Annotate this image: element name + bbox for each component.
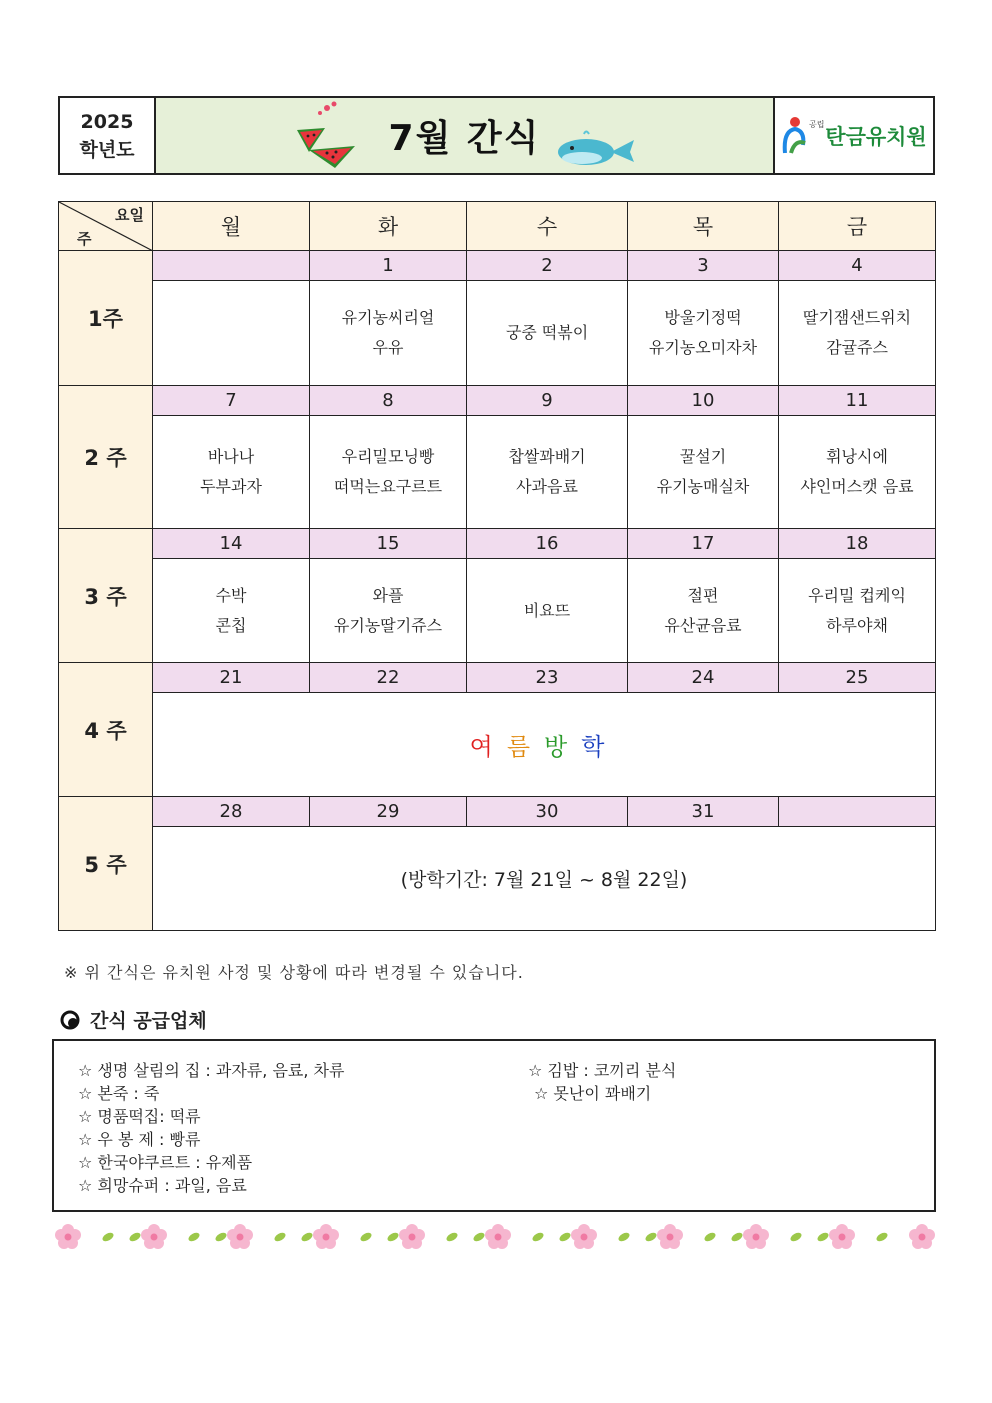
date-cell: 17 <box>628 529 779 559</box>
week-label: 5 주 <box>59 797 153 931</box>
menu-cell: 절편 유산균음료 <box>628 559 779 663</box>
menu-cell: 딸기잼샌드위치 감귤쥬스 <box>779 281 936 386</box>
date-cell: 11 <box>779 386 936 416</box>
date-cell: 4 <box>779 251 936 281</box>
supplier-item: ☆ 명품떡집: 떡류 <box>78 1107 201 1126</box>
day-header-wed: 수 <box>467 202 628 251</box>
menu-cell: 휘낭시에 샤인머스캣 음료 <box>779 416 936 529</box>
vacation-char: 학 <box>581 733 619 761</box>
day-header-thu: 목 <box>628 202 779 251</box>
page-title: 7월 간식 <box>388 118 541 159</box>
week4-menu-row <box>59 693 936 797</box>
day-header-tue: 화 <box>310 202 467 251</box>
date-cell: 8 <box>310 386 467 416</box>
date-cell: 30 <box>467 797 628 827</box>
week2-date-row <box>59 386 936 416</box>
date-cell: 22 <box>310 663 467 693</box>
watermelon-icon <box>291 100 361 172</box>
svg-text:공립: 공립 <box>809 119 825 129</box>
vacation-char: 여 <box>469 733 507 761</box>
supplier-item: ☆ 한국야쿠르트 : 유제품 <box>78 1153 253 1172</box>
supplier-item: ☆ 본죽 : 죽 <box>78 1084 160 1103</box>
supplier-item: ☆ 희망슈퍼 : 과일, 음료 <box>78 1176 247 1195</box>
vacation-char: 름 <box>506 733 544 761</box>
date-cell: 10 <box>628 386 779 416</box>
week-label: 3 주 <box>59 529 153 663</box>
week3-menu-row <box>59 559 936 663</box>
menu-cell: 와플 유기농딸기쥬스 <box>310 559 467 663</box>
menu-cell: 방울기정떡 유기농오미자차 <box>628 281 779 386</box>
week5-date-row <box>59 797 936 827</box>
date-cell: 18 <box>779 529 936 559</box>
suppliers-title: 간식 공급업체 <box>90 1010 207 1032</box>
menu-cell: 비요뜨 <box>467 559 628 663</box>
date-cell: 3 <box>628 251 779 281</box>
kindergarten-emblem-icon <box>781 113 825 159</box>
week5-menu-row <box>59 827 936 931</box>
date-cell: 31 <box>628 797 779 827</box>
supplier-item: ☆ 못난이 꽈배기 <box>534 1084 652 1103</box>
date-cell: 15 <box>310 529 467 559</box>
week-label: 1주 <box>59 251 153 386</box>
menu-cell: 유기농씨리얼 우유 <box>310 281 467 386</box>
school-year <box>60 98 156 173</box>
menu-cell: 궁중 떡볶이 <box>467 281 628 386</box>
vacation-char: 방 <box>544 733 582 761</box>
day-header-mon: 월 <box>153 202 310 251</box>
date-cell: 25 <box>779 663 936 693</box>
week-label: 4 주 <box>59 663 153 797</box>
menu-cell <box>153 281 310 386</box>
weekday-header-row <box>59 202 936 251</box>
week-label: 2 주 <box>59 386 153 529</box>
supplier-item: ☆ 생명 살림의 집 : 과자류, 음료, 차류 <box>78 1061 345 1080</box>
menu-cell: 찹쌀꽈배기 사과음료 <box>467 416 628 529</box>
bullet-circle-icon <box>60 1010 80 1030</box>
menu-cell: 우리밀모닝빵 떠먹는요구르트 <box>310 416 467 529</box>
corner-label-weekday: 요일 <box>115 206 144 224</box>
date-cell: 7 <box>153 386 310 416</box>
menu-cell: 바나나 두부과자 <box>153 416 310 529</box>
week4-date-row <box>59 663 936 693</box>
corner-cell <box>59 202 153 251</box>
date-cell: 23 <box>467 663 628 693</box>
suppliers-heading <box>60 1006 207 1033</box>
date-cell: 21 <box>153 663 310 693</box>
date-cell: 24 <box>628 663 779 693</box>
date-cell <box>779 797 936 827</box>
kindergarten-logo <box>775 98 933 173</box>
menu-cell: 꿀설기 유기농매실차 <box>628 416 779 529</box>
week3-date-row <box>59 529 936 559</box>
whale-icon <box>556 128 638 168</box>
date-cell: 29 <box>310 797 467 827</box>
week1-menu-row <box>59 281 936 386</box>
snack-schedule-table <box>58 201 936 931</box>
date-cell: 2 <box>467 251 628 281</box>
week2-menu-row <box>59 416 936 529</box>
suppliers-box <box>52 1039 936 1212</box>
supplier-item: ☆ 우 봉 제 : 빵류 <box>78 1130 201 1149</box>
change-notice: ※ 위 간식은 유치원 사정 및 상황에 따라 변경될 수 있습니다. <box>64 963 524 982</box>
date-cell: 1 <box>310 251 467 281</box>
date-cell: 14 <box>153 529 310 559</box>
date-cell <box>153 251 310 281</box>
menu-cell: 수박 콘칩 <box>153 559 310 663</box>
flower-border-decoration <box>50 1222 942 1252</box>
title-banner <box>156 98 775 173</box>
header-box <box>58 96 935 175</box>
year-number: 2025 <box>80 110 134 133</box>
date-cell: 16 <box>467 529 628 559</box>
kindergarten-name: 탄금유치원 <box>825 124 927 149</box>
year-suffix: 학년도 <box>79 138 135 161</box>
date-cell: 28 <box>153 797 310 827</box>
day-header-fri: 금 <box>779 202 936 251</box>
corner-label-week: 주 <box>77 230 92 248</box>
vacation-range-cell: (방학기간: 7월 21일 ~ 8월 22일) <box>153 827 936 931</box>
summer-vacation-cell <box>153 693 936 797</box>
supplier-item: ☆ 김밥 : 코끼리 분식 <box>528 1061 677 1080</box>
week1-date-row <box>59 251 936 281</box>
menu-cell: 우리밀 컵케익 하루야채 <box>779 559 936 663</box>
date-cell: 9 <box>467 386 628 416</box>
